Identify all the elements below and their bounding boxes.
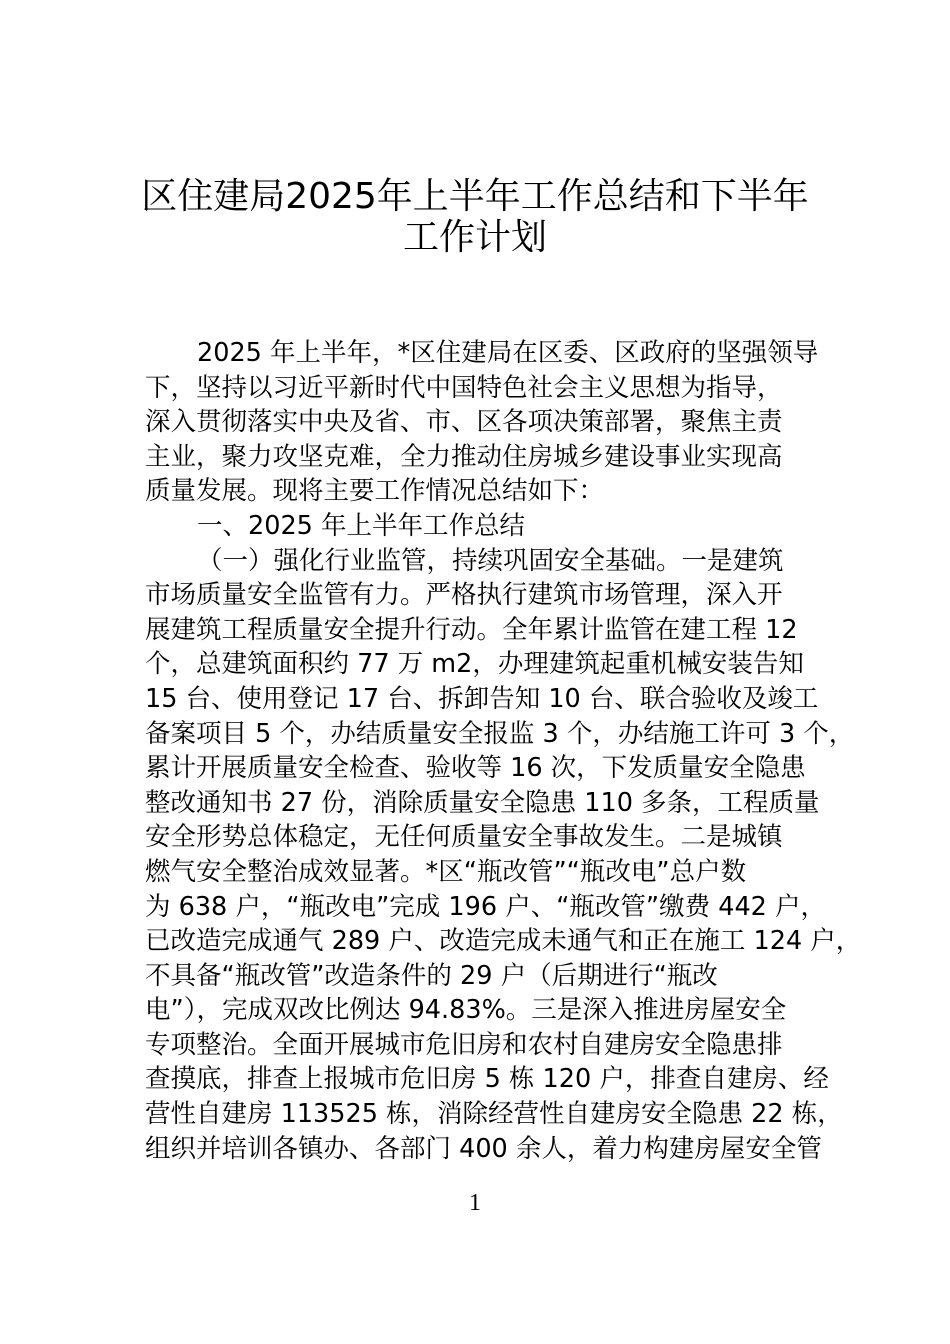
body-line: 质量发展。现将主要工作情况总结如下： [145,476,605,507]
body-line: 个，总建筑面积约 77 万 m2，办理建筑起重机械安装告知 [145,649,804,680]
document-title-line-2: 工作计划 [402,217,547,258]
body-line: 主业，聚力攻坚克难，全力推动住房城乡建设事业实现高 [145,441,783,472]
body-line: 下，坚持以习近平新时代中国特色社会主义思想为指导， [145,372,783,403]
body-line: 燃气安全整治成效显著。*区“瓶改管”“瓶改电”总户数 [145,856,747,887]
body-line: 已改造完成通气 289 户、改造完成未通气和正在施工 124 户， [145,926,862,957]
body-line: 展建筑工程质量安全提升行动。全年累计监管在建工程 12 [145,614,798,645]
document-body [145,336,862,1166]
document-title-line-1: 区住建局2025年上半年工作总结和下半年 [141,176,809,217]
body-line: 为 638 户，“瓶改电”完成 196 户、“瓶改管”缴费 442 户， [145,891,826,922]
body-line: 2025 年上半年，*区住建局在区委、区政府的坚强领导 [197,338,819,368]
body-line: 电”），完成双改比例达 94.83%。三是深入推进房屋安全 [145,995,787,1026]
body-line: 累计开展质量安全检查、验收等 16 次，下发质量安全隐患 [145,753,806,784]
body-line: 组织并培训各镇办、各部门 400 余人，着力构建房屋安全管 [145,1133,822,1164]
body-line: 专项整治。全面开展城市危旧房和农村自建房安全隐患排 [145,1029,783,1060]
body-line: 安全形势总体稳定，无任何质量安全事故发生。二是城镇 [145,822,783,853]
body-line: 市场质量安全监管有力。严格执行建筑市场管理，深入开 [145,580,783,611]
body-line: 不具备“瓶改管”改造条件的 29 户（后期进行“瓶改 [145,960,718,991]
body-line: 深入贯彻落实中央及省、市、区各项决策部署，聚焦主责 [145,407,783,438]
body-line: 整改通知书 27 份，消除质量安全隐患 110 多条，工程质量 [145,787,820,818]
body-line: 15 台、使用登记 17 台、拆卸告知 10 台、联合验收及竣工 [145,683,819,714]
section-heading: 一、2025 年上半年工作总结 [197,510,526,541]
body-line: 查摸底，排查上报城市危旧房 5 栋 120 户，排查自建房、经 [145,1064,829,1095]
body-line: 营性自建房 113525 栋，消除经营性自建房安全隐患 22 栋， [145,1099,843,1130]
page-number: 1 [469,1190,481,1216]
subsection-paragraph-start: （一）强化行业监管，持续巩固安全基础。一是建筑 [197,545,784,576]
body-line: 备案项目 5 个，办结质量安全报监 3 个，办结施工许可 3 个， [145,718,855,749]
